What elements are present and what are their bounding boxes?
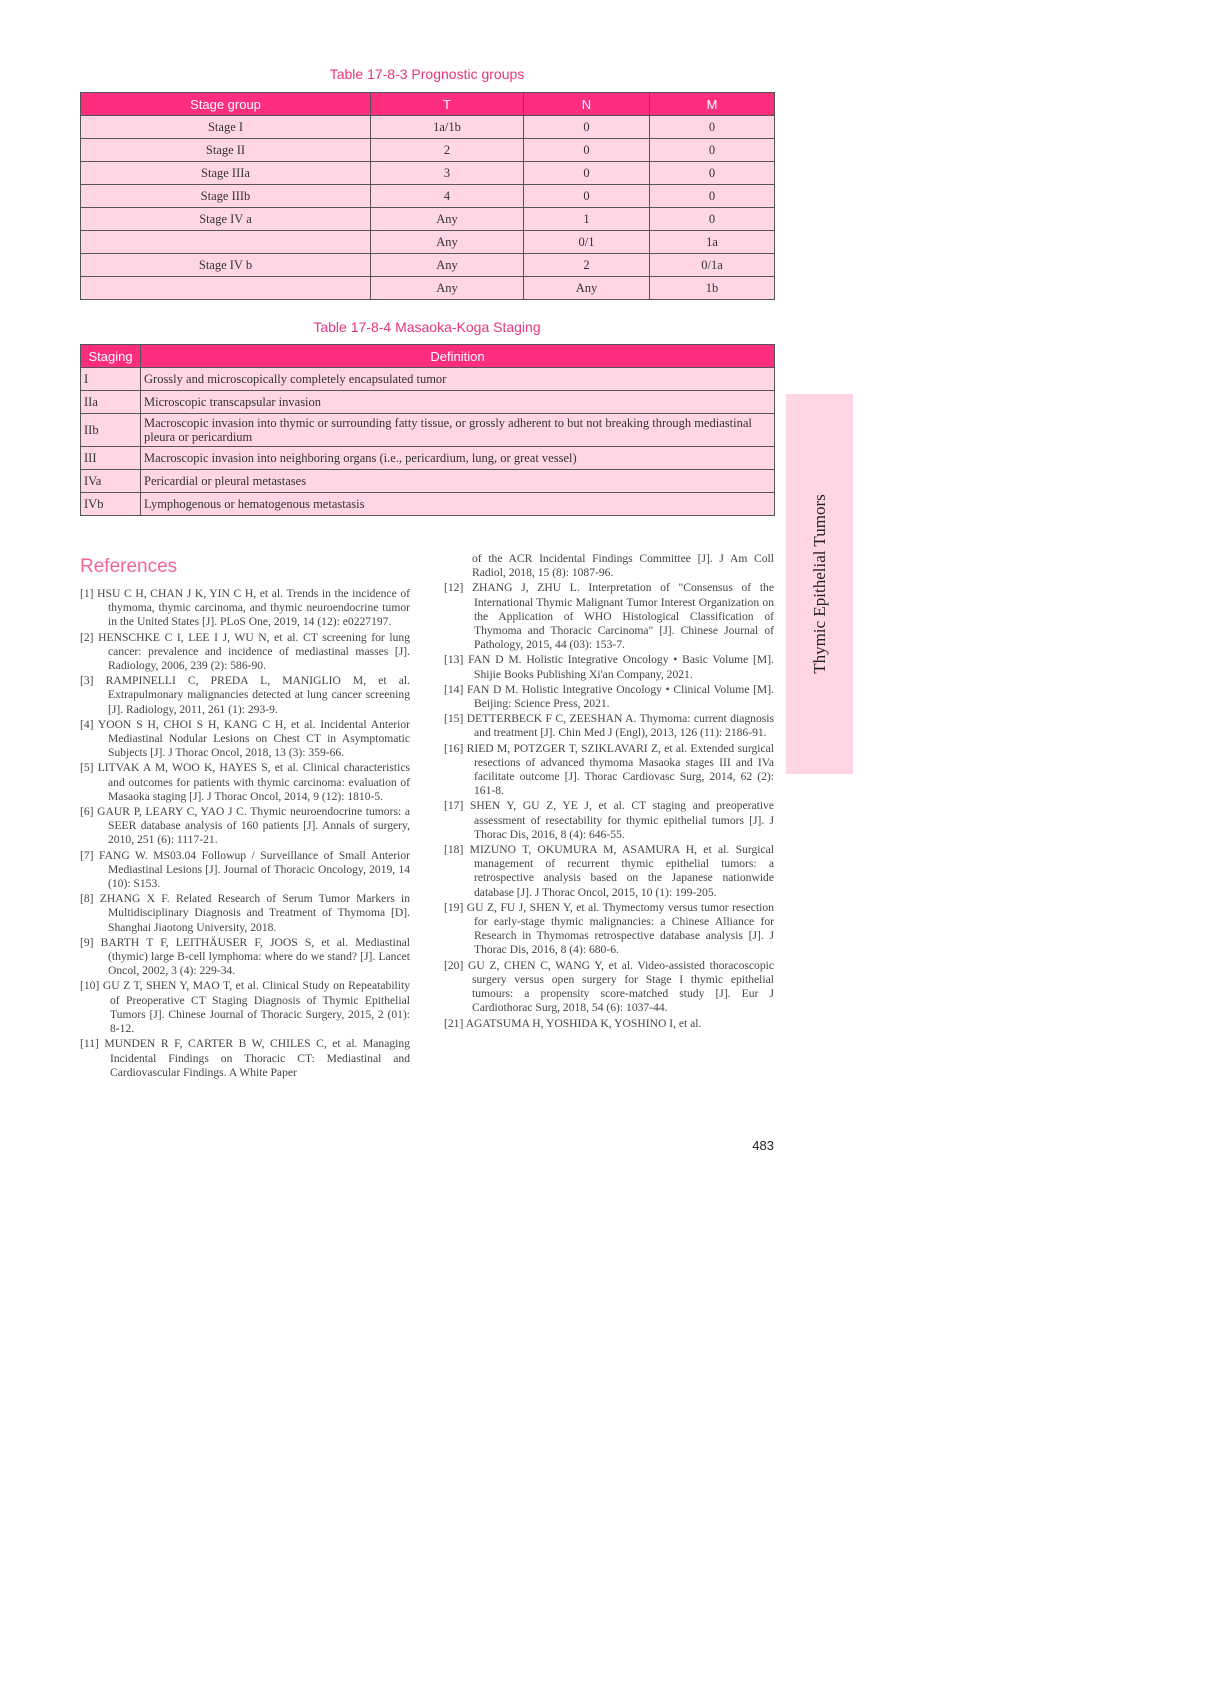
reference-item: [2] HENSCHKE C I, LEE I J, WU N, et al. CT screening for lung cancer: prevalence and incidence of mediastinal masses [J]. Radiology, 2006, 239 (2): 586-90. bbox=[80, 630, 410, 673]
column-header: T bbox=[371, 93, 524, 116]
table-cell: 1a bbox=[650, 231, 775, 254]
table-cell: Any bbox=[371, 231, 524, 254]
reference-item: [11] MUNDEN R F, CARTER B W, CHILES C, et al. Managing Incidental Findings on Thoracic CT: Mediastinal and Cardiovascular Findings. A White Paper bbox=[80, 1037, 410, 1079]
reference-item: [15] DETTERBECK F C, ZEESHAN A. Thymoma: current diagnosis and treatment [J]. Chin Med J (Engl), 2013, 126 (11): 2186-91. bbox=[444, 712, 774, 740]
table-cell: Macroscopic invasion into thymic or surrounding fatty tissue, or grossly adherent to but not breaking through mediastinal pleura or pericardium bbox=[141, 414, 775, 447]
table-cell: Microscopic transcapsular invasion bbox=[141, 391, 775, 414]
table-cell: 1a/1b bbox=[371, 116, 524, 139]
table-cell bbox=[81, 231, 371, 254]
table-cell: 0 bbox=[650, 139, 775, 162]
table-row bbox=[81, 470, 775, 493]
table-cell: 0 bbox=[524, 139, 650, 162]
table-cell: 0 bbox=[650, 162, 775, 185]
table-row bbox=[81, 277, 775, 300]
table-cell: 0 bbox=[650, 116, 775, 139]
table-cell: 1b bbox=[650, 277, 775, 300]
chapter-side-tab-label: Thymic Epithelial Tumors bbox=[809, 494, 829, 674]
table-cell: 0/1 bbox=[524, 231, 650, 254]
column-header: Stage group bbox=[81, 93, 371, 116]
table-cell: IVb bbox=[81, 493, 141, 516]
reference-item: of the ACR Incidental Findings Committee [J]. J Am Coll Radiol, 2018, 15 (8): 1087-96. bbox=[472, 552, 774, 580]
table2-caption: Table 17-8-4 Masaoka-Koga Staging bbox=[313, 319, 541, 335]
reference-item: [1] HSU C H, CHAN J K, YIN C H, et al. Trends in the incidence of thymoma, thymic carcinoma, and thymic neuroendocrine tumor in the United States [J]. PLoS One, 2019, 14 (12): e0227197. bbox=[80, 587, 410, 629]
prognostic-groups-table bbox=[80, 92, 775, 300]
table-cell bbox=[81, 277, 371, 300]
table-cell: Grossly and microscopically completely encapsulated tumor bbox=[141, 368, 775, 391]
table-row bbox=[81, 162, 775, 185]
table-cell: 0 bbox=[524, 116, 650, 139]
table-row bbox=[81, 493, 775, 516]
table-cell: 0 bbox=[650, 185, 775, 208]
reference-item: [12] ZHANG J, ZHU L. Interpretation of "Consensus of the International Thymic Malignant Tumor Interest Organization on the Application of WHO Histological Classification of Thymoma and Thoracic Carcinoma" [J]. Chinese Journal of Pathology, 2015, 44 (03): 153-7. bbox=[444, 581, 774, 652]
reference-item: [21] AGATSUMA H, YOSHIDA K, YOSHINO I, et al. bbox=[444, 1016, 702, 1030]
reference-item: [6] GAUR P, LEARY C, YAO J C. Thymic neuroendocrine tumors: a SEER database analysis of 160 patients [J]. Annals of surgery, 2010, 251 (6): 1117-21. bbox=[80, 805, 410, 847]
table-cell: 2 bbox=[524, 254, 650, 277]
table-cell: 0 bbox=[650, 208, 775, 231]
reference-item: [19] GU Z, FU J, SHEN Y, et al. Thymectomy versus tumor resection for early-stage thymic malignancies: a Chinese Alliance for Research in Thymomas retrospective database analysis [J]. J Thorac Dis, 2016, 8 (4): 680-6. bbox=[444, 900, 774, 957]
chapter-side-tab bbox=[786, 394, 853, 774]
table-cell: Pericardial or pleural metastases bbox=[141, 470, 775, 493]
table-cell: 3 bbox=[371, 162, 524, 185]
table-cell: Stage I bbox=[81, 116, 371, 139]
reference-item: [9] BARTH T F, LEITHÄUSER F, JOOS S, et al. Mediastinal (thymic) large B-cell lymphoma: where do we stand? [J]. Lancet Oncol, 2002, 3 (4): 229-34. bbox=[80, 935, 410, 978]
reference-item: [20] GU Z, CHEN C, WANG Y, et al. Video-assisted thoracoscopic surgery versus open surgery for Stage I thymic epithelial tumours: a propensity score-matched study [J]. Eur J Cardiothorac Surg, 2018, 54 (6): 1037-44. bbox=[444, 958, 774, 1015]
column-header: N bbox=[524, 93, 650, 116]
table-row bbox=[81, 139, 775, 162]
table-cell: IIa bbox=[81, 391, 141, 414]
reference-item: [16] RIED M, POTZGER T, SZIKLAVARI Z, et al. Extended surgical resections of advanced thymoma Masaoka stages III and IVa facilitate outcome [J]. Thorac Cardiovasc Surg, 2014, 62 (2): 161-8. bbox=[444, 741, 774, 798]
reference-item: [5] LITVAK A M, WOO K, HAYES S, et al. Clinical characteristics and outcomes for patients with thymic carcinoma: evaluation of Masaoka staging [J]. J Thorac Oncol, 2014, 9 (12): 1810-5. bbox=[80, 761, 410, 803]
table-cell: 4 bbox=[371, 185, 524, 208]
table-cell: Any bbox=[371, 254, 524, 277]
table-row bbox=[81, 414, 775, 447]
table-cell: 2 bbox=[371, 139, 524, 162]
reference-item: [13] FAN D M. Holistic Integrative Oncology • Basic Volume [M]. Shijie Books Publishing Xi'an Company, 2021. bbox=[444, 653, 774, 681]
table-cell: Any bbox=[371, 277, 524, 300]
masaoka-koga-table bbox=[80, 344, 775, 516]
reference-item: [14] FAN D M. Holistic Integrative Oncology • Clinical Volume [M]. Beijing: Science Press, 2021. bbox=[444, 682, 774, 711]
table-cell: IIb bbox=[81, 414, 141, 447]
table-row bbox=[81, 254, 775, 277]
table-cell: Stage IIIa bbox=[81, 162, 371, 185]
table-cell: III bbox=[81, 447, 141, 470]
references-heading: References bbox=[80, 556, 178, 577]
table-cell: 0/1a bbox=[650, 254, 775, 277]
table-row bbox=[81, 447, 775, 470]
reference-item: [4] YOON S H, CHOI S H, KANG C H, et al. Incidental Anterior Mediastinal Nodular Lesions on Chest CT in Asymptomatic Subjects [J]. J Thorac Oncol, 2018, 13 (3): 359-66. bbox=[80, 717, 410, 760]
table-cell: Stage IIIb bbox=[81, 185, 371, 208]
page-number: 483 bbox=[752, 1138, 774, 1153]
reference-item: [10] GU Z T, SHEN Y, MAO T, et al. Clinical Study on Repeatability of Preoperative CT Staging Diagnosis of Thymic Epithelial Tumors [J]. Chinese Journal of Thoracic Surgery, 2015, 2 (01): 8-12. bbox=[80, 979, 410, 1036]
table-row bbox=[81, 368, 775, 391]
reference-item: [18] MIZUNO T, OKUMURA M, ASAMURA H, et al. Surgical management of recurrent thymic epithelial tumors: a retrospective analysis based on the Japanese nationwide database [J]. J Thorac Oncol, 2015, 10 (1): 199-205. bbox=[444, 843, 774, 899]
table-cell: 0 bbox=[524, 162, 650, 185]
table-cell: Lymphogenous or hematogenous metastasis bbox=[141, 493, 775, 516]
column-header: Staging bbox=[81, 345, 141, 368]
table-row bbox=[81, 231, 775, 254]
table-cell: Stage IV a bbox=[81, 208, 371, 231]
column-header: Definition bbox=[141, 345, 775, 368]
reference-item: [8] ZHANG X F. Related Research of Serum Tumor Markers in Multidisciplinary Diagnosis and Treatment of Thymoma [D]. Shanghai Jiaotong University, 2018. bbox=[80, 892, 410, 934]
table-cell: IVa bbox=[81, 470, 141, 493]
table-header-row bbox=[81, 93, 775, 116]
table-row bbox=[81, 185, 775, 208]
table-cell: Stage IV b bbox=[81, 254, 371, 277]
table-cell: Any bbox=[371, 208, 524, 231]
reference-item: [17] SHEN Y, GU Z, YE J, et al. CT staging and preoperative assessment of resectability for thymic epithelial tumors [J]. J Thorac Dis, 2016, 8 (4): 646-55. bbox=[444, 799, 774, 841]
references-right-column bbox=[444, 552, 774, 1032]
table-cell: 1 bbox=[524, 208, 650, 231]
table-cell: I bbox=[81, 368, 141, 391]
table-row bbox=[81, 116, 775, 139]
table-cell: 0 bbox=[524, 185, 650, 208]
table-header-row bbox=[81, 345, 775, 368]
reference-item: [3] RAMPINELLI C, PREDA L, MANIGLIO M, et al. Extrapulmonary malignancies detected at lung cancer screening [J]. Radiology, 2011, 261 (1): 293-9. bbox=[80, 674, 410, 716]
table-cell: Stage II bbox=[81, 139, 371, 162]
table1-caption: Table 17-8-3 Prognostic groups bbox=[329, 66, 525, 82]
table-cell: Any bbox=[524, 277, 650, 300]
references-left-column bbox=[80, 587, 410, 1081]
table-row bbox=[81, 208, 775, 231]
reference-item: [7] FANG W. MS03.04 Followup / Surveillance of Small Anterior Mediastinal Lesions [J]. Journal of Thoracic Oncology, 2019, 14 (10): S153. bbox=[80, 848, 410, 891]
table-row bbox=[81, 391, 775, 414]
column-header: M bbox=[650, 93, 775, 116]
table-cell: Macroscopic invasion into neighboring organs (i.e., pericardium, lung, or great vessel) bbox=[141, 447, 775, 470]
